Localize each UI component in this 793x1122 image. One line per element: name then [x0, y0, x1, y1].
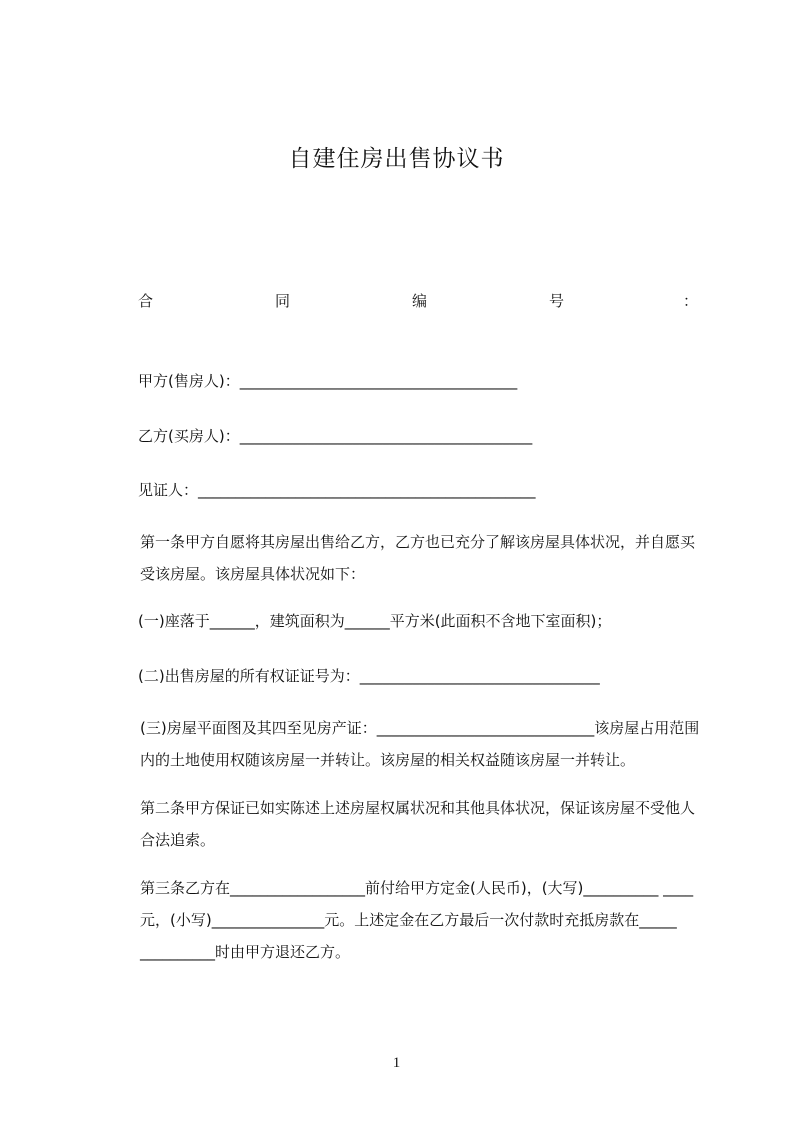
party-b-line: 乙方(买房人)：_______________________________________ [138, 427, 533, 445]
page-number: 1 [392, 1055, 401, 1071]
party-a-line: 甲方(售房人)：_____________________________________ [138, 372, 518, 390]
article-1-text: 第一条甲方自愿将其房屋出售给乙方，乙方也已充分了解该房屋具体状况，并自愿买受该房屋。该房屋具体状况如下： [140, 533, 696, 583]
contract-number-char: 合 [138, 292, 154, 310]
contract-number-char: 编 [412, 292, 428, 310]
article-3-text: 第三条乙方在__________________前付给甲方定金(人民币)，(大写)__________ ____元，(小写)_______________元。上述定金在乙方最后一次付款时充抵房款在_____ __________时由甲方退还乙方。 [140, 879, 694, 961]
witness-line: 见证人：_____________________________________________ [138, 481, 536, 499]
contract-number-char: 号 [549, 292, 565, 310]
contract-number-char: 同 [275, 292, 291, 310]
article-1 [104, 526, 704, 590]
contract-number-line [138, 290, 698, 312]
item-1-line: (一)座落于______，建筑面积为______平方米(此面积不含地下室面积)； [138, 612, 612, 630]
item-2-line: (二)出售房屋的所有权证证号为：________________________________ [138, 667, 600, 685]
document-title: 自建住房出售协议书 [288, 146, 505, 172]
article-2-text: 第二条甲方保证已如实陈述上述房屋权属状况和其他具体状况，保证该房屋不受他人合法追索。 [140, 799, 696, 849]
article-2 [104, 792, 704, 856]
item-3 [104, 712, 704, 776]
item-3-text: (三)房屋平面图及其四至见房产证：_____________________________该房屋占用范围内的土地使用权随该房屋一并转让。该房屋的相关权益随该房屋一并转让。 [140, 719, 700, 769]
article-3 [104, 872, 704, 968]
contract-number-char: ： [683, 292, 699, 310]
